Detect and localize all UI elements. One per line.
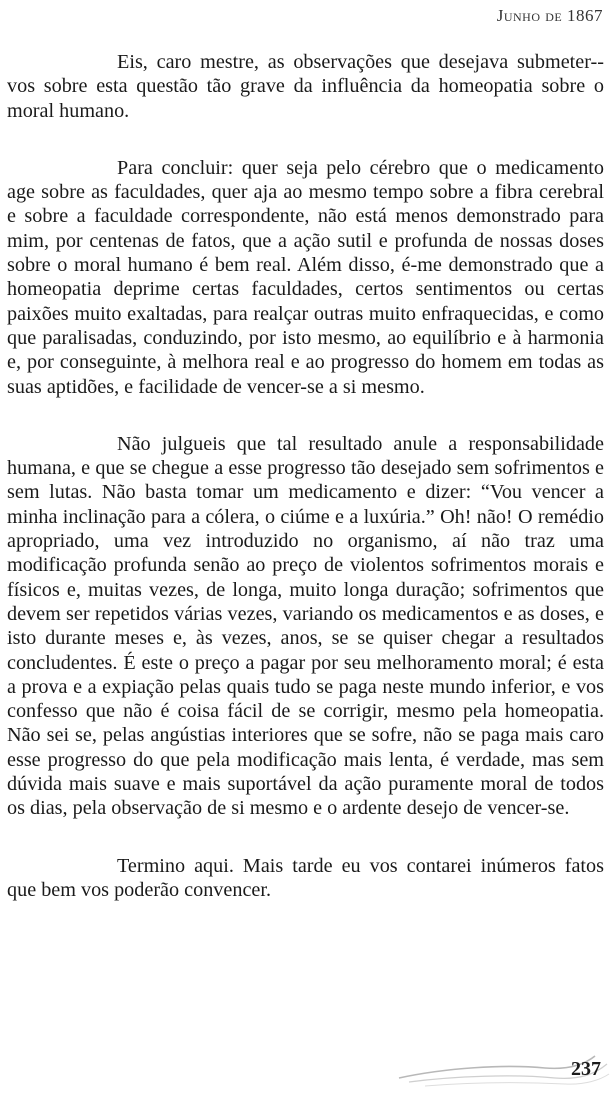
paragraph-1: Eis, caro mestre, as observações que desejava submeter--vos sobre esta questão tão grave da influência da homeopatia sobre o moral humano. <box>7 51 604 122</box>
running-head-title: Junho de 1867 <box>496 6 603 25</box>
paragraph-2: Para concluir: quer seja pelo cérebro que o medicamento age sobre as faculdades, quer aja ao mesmo tempo sobre a fibra cerebral e sobre a faculdade correspondente, não está menos demonstrado para mim, por centenas de fatos, que a ação sutil e profunda de nossas doses sobre o moral humano é bem real. Além disso, é-me demonstrado que a homeopatia deprime certas faculdades, certos sentimentos ou certas paixões muito exaltadas, para realçar outras muito enfraquecidas, e como que paralisadas, conduzindo, por isto mesmo, ao equilíbrio e à harmonia e, por conseguinte, à melhora real e ao progresso do homem em todas as suas aptidões, e facilidade de vencer-se a si mesmo. <box>7 156 604 398</box>
body-text <box>7 50 604 935</box>
page-number: 237 <box>571 1058 601 1080</box>
paragraph-3: Não julgueis que tal resultado anule a responsabilidade humana, e que se chegue a esse progresso tão desejado sem sofrimentos e sem lutas. Não basta tomar um medicamento e dizer: “Vou vencer a minha inclinação para a cólera, o ciúme e a luxúria.” Oh! não! O remédio apropriado, uma vez introduzido no organismo, aí não traz uma modificação profunda senão ao preço de violentos sofrimentos morais e físicos e, muitas vezes, de longa, muito longa duração; sofrimentos que devem ser repetidos várias vezes, variando os medicamentos e as doses, e isto durante meses e, às vezes, anos, se se quiser chegar a resultados concludentes. É este o preço a pagar por seu melhoramento moral; é esta a prova e a expiação pelas quais tudo se paga neste mundo inferior, e vos confesso que não é coisa fácil de se corrigir, mesmo pela homeopatia. Não sei se, pelas angústias interiores que se sofre, não se paga mais caro esse progresso do que pela modificação mais lenta, é verdade, mas sem dúvida mais suave e mais suportável da ação puramente moral de todos os dias, pela observação de si mesmo e o ardente desejo de vencer-se. <box>7 432 604 820</box>
paragraph-4: Termino aqui. Mais tarde eu vos contarei inúmeros fatos que bem vos poderão convencer. <box>7 854 604 901</box>
